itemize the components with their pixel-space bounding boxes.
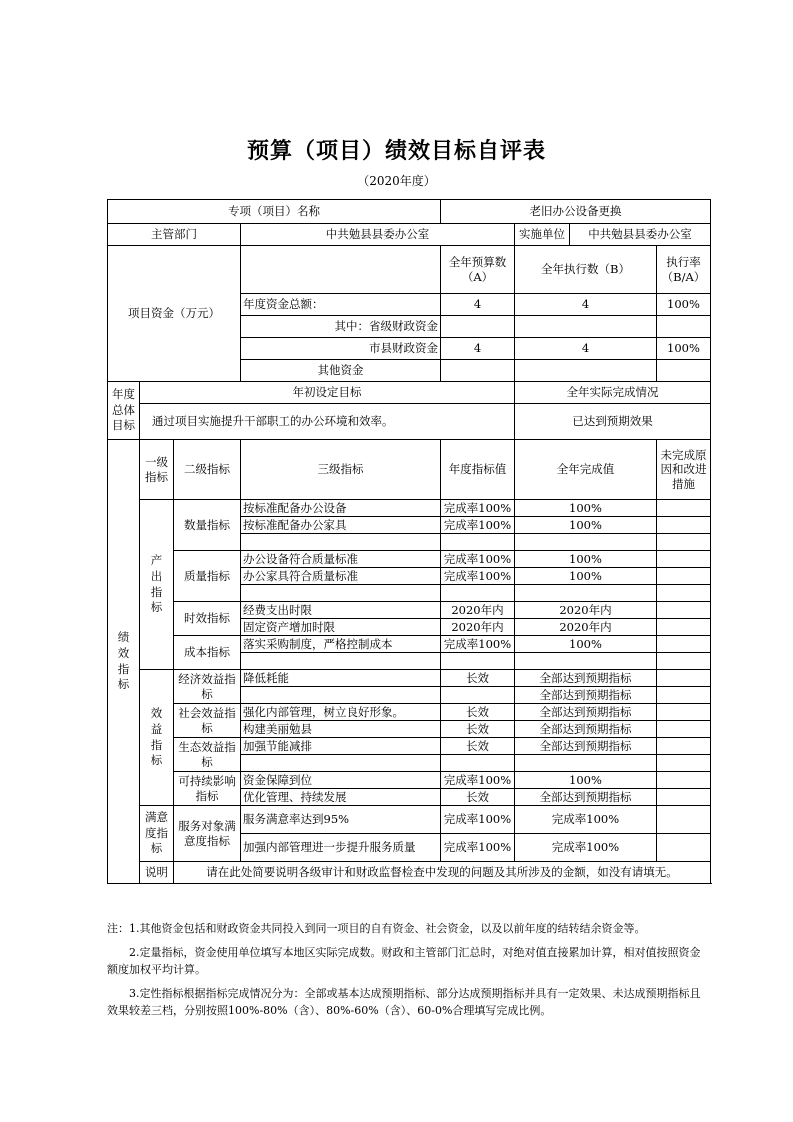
indicator-target: 完成率100% — [441, 806, 515, 834]
indicator-target: 完成率100% — [441, 636, 515, 653]
indicator-target: 完成率100% — [441, 568, 515, 585]
indicator-name — [241, 687, 441, 704]
indicator-target: 完成率100% — [441, 834, 515, 862]
indicator-actual: 全部达到预期指标 — [515, 670, 657, 687]
indicator-actual: 100% — [515, 500, 657, 517]
indicator-name — [241, 585, 441, 602]
indicator-reason — [657, 602, 711, 619]
initial-target-header: 年初设定目标 — [140, 382, 515, 404]
indicator-name: 办公家具符合质量标准 — [241, 568, 441, 585]
project-name-label: 专项（项目）名称 — [108, 200, 441, 224]
indicator-reason — [657, 653, 711, 670]
level3-header: 三级指标 — [241, 440, 441, 500]
indicator-reason — [657, 738, 711, 755]
eco-label: 生态效益指标 — [174, 738, 241, 772]
overall-label: 年度总体目标 — [108, 382, 140, 440]
indicator-actual: 完成率100% — [515, 806, 657, 834]
city-label: 市县财政资金 — [241, 338, 441, 360]
indicator-reason — [657, 704, 711, 721]
prov-a — [441, 316, 515, 338]
indicator-target — [441, 585, 515, 602]
indicator-name: 强化内部管理，树立良好形象。 — [241, 704, 441, 721]
budget-a-header: 全年预算数（A） — [441, 246, 515, 294]
table-row — [108, 670, 711, 687]
dept-label: 主管部门 — [108, 224, 241, 246]
quantity-label: 数量指标 — [174, 500, 241, 551]
indicator-actual: 2020年内 — [515, 619, 657, 636]
economic-label: 经济效益指标 — [174, 670, 241, 704]
indicator-name — [241, 653, 441, 670]
indicator-target: 长效 — [441, 670, 515, 687]
table-row — [108, 602, 711, 619]
social-label: 社会效益指标 — [174, 704, 241, 738]
indicator-actual: 全部达到预期指标 — [515, 721, 657, 738]
table-row — [108, 636, 711, 653]
indicator-name: 按标准配备办公家具 — [241, 517, 441, 534]
indicator-target: 长效 — [441, 789, 515, 806]
indicator-name: 落实采购制度，严格控制成本 — [241, 636, 441, 653]
indicator-reason — [657, 789, 711, 806]
perf-label: 绩效指标 — [108, 440, 140, 884]
indicator-reason — [657, 500, 711, 517]
note-1: 注：1.其他资金包括和财政资金共同投入到同一项目的自有资金、社会资金，以及以前年度的结转结余资金等。 — [107, 922, 646, 935]
level1-header: 一级指标 — [140, 440, 174, 500]
project-name-row — [108, 200, 711, 224]
total-label: 年度资金总额： — [241, 294, 441, 316]
indicator-reason — [657, 670, 711, 687]
impl-unit-label: 实施单位 — [515, 224, 570, 246]
indicator-reason — [657, 551, 711, 568]
indicator-target — [441, 534, 515, 551]
actual-value-header: 全年完成值 — [515, 440, 657, 500]
indicator-actual — [515, 653, 657, 670]
indicator-name: 资金保障到位 — [241, 772, 441, 789]
impl-unit-value: 中共勉县县委办公室 — [570, 224, 711, 246]
city-a: 4 — [441, 338, 515, 360]
other-a — [441, 360, 515, 382]
indicator-reason — [657, 834, 711, 862]
indicator-actual: 完成率100% — [515, 834, 657, 862]
indicator-name: 优化管理、持续发展 — [241, 789, 441, 806]
evaluation-table — [107, 199, 711, 884]
indicator-target: 长效 — [441, 738, 515, 755]
effect-label: 效益指标 — [140, 670, 174, 806]
rate-header: 执行率（B/A） — [657, 246, 711, 294]
table-row — [108, 738, 711, 755]
indicator-target: 完成率100% — [441, 772, 515, 789]
total-rate: 100% — [657, 294, 711, 316]
quality-label: 质量指标 — [174, 551, 241, 602]
indicator-reason — [657, 568, 711, 585]
indicator-actual: 100% — [515, 568, 657, 585]
indicator-reason — [657, 755, 711, 772]
note-2: 2.定量指标，资金使用单位填写本地区实际完成数。财政和主管部门汇总时，对绝对值直接累加计算，相对值按照资金额度加权平均计算。 — [107, 945, 701, 977]
indicator-name: 加强节能减排 — [241, 738, 441, 755]
dept-row — [108, 224, 711, 246]
indicator-actual: 2020年内 — [515, 602, 657, 619]
funds-label: 项目资金（万元） — [108, 246, 241, 382]
indicator-target: 2020年内 — [441, 602, 515, 619]
exec-b-header: 全年执行数（B） — [515, 246, 657, 294]
level2-header: 二级指标 — [174, 440, 241, 500]
indicator-target — [441, 687, 515, 704]
indicator-actual: 全部达到预期指标 — [515, 789, 657, 806]
actual-header: 全年实际完成情况 — [515, 382, 711, 404]
city-rate: 100% — [657, 338, 711, 360]
overall-header-row — [108, 382, 711, 404]
funds-header-blank — [241, 246, 441, 294]
page-title: 预算（项目）绩效目标自评表 — [246, 138, 546, 164]
indicator-actual: 全部达到预期指标 — [515, 687, 657, 704]
indicator-reason — [657, 721, 711, 738]
prov-label: 其中：省级财政资金 — [241, 316, 441, 338]
sustain-label: 可持续影响指标 — [174, 772, 241, 806]
note-3: 3.定性指标根据指标完成情况分为：全部或基本达成预期指标、部分达成预期指标并具有一定效果、未达成预期指标且效果较差三档，分别按照100%-80%（含）、80%-60%（含）、60-0%合理填写完成比例。 — [107, 986, 701, 1018]
perf-header-row — [108, 440, 711, 500]
indicator-name: 降低耗能 — [241, 670, 441, 687]
output-label: 产出指标 — [140, 500, 174, 670]
indicator-target — [441, 653, 515, 670]
city-b: 4 — [515, 338, 657, 360]
annual-value-header: 年度指标值 — [441, 440, 515, 500]
indicator-actual — [515, 585, 657, 602]
indicator-actual: 100% — [515, 551, 657, 568]
project-name-value: 老旧办公设备更换 — [441, 200, 711, 224]
indicator-target: 完成率100% — [441, 551, 515, 568]
table-row — [108, 772, 711, 789]
indicator-actual: 全部达到预期指标 — [515, 738, 657, 755]
funds-header-row — [108, 246, 711, 294]
indicator-target: 2020年内 — [441, 619, 515, 636]
indicator-name — [241, 755, 441, 772]
indicator-target: 完成率100% — [441, 500, 515, 517]
total-a: 4 — [441, 294, 515, 316]
other-label: 其他资金 — [241, 360, 441, 382]
indicator-target: 长效 — [441, 721, 515, 738]
table-row — [108, 551, 711, 568]
table-row — [108, 500, 711, 517]
indicator-reason — [657, 619, 711, 636]
indicator-reason — [657, 585, 711, 602]
indicator-reason — [657, 687, 711, 704]
year-label: （2020年度） — [357, 174, 436, 188]
prov-rate — [657, 316, 711, 338]
total-b: 4 — [515, 294, 657, 316]
footnotes — [107, 920, 707, 1026]
indicator-actual: 100% — [515, 517, 657, 534]
explanation-row — [108, 862, 711, 884]
other-rate — [657, 360, 711, 382]
dept-value: 中共勉县县委办公室 — [241, 224, 515, 246]
indicator-name: 构建美丽勉县 — [241, 721, 441, 738]
indicator-reason — [657, 534, 711, 551]
indicator-name: 经费支出时限 — [241, 602, 441, 619]
table-row — [108, 704, 711, 721]
overall-content-row — [108, 404, 711, 440]
overall-target: 通过项目实施提升干部职工的办公环境和效率。 — [140, 404, 515, 440]
reason-header: 未完成原因和改进措施 — [657, 440, 711, 500]
explain-label: 说明 — [140, 862, 174, 884]
indicator-name: 按标准配备办公设备 — [241, 500, 441, 517]
overall-actual: 已达到预期效果 — [515, 404, 711, 440]
indicator-actual: 100% — [515, 636, 657, 653]
indicator-reason — [657, 806, 711, 834]
satis-label: 满意度指标 — [140, 806, 174, 862]
indicator-name: 加强内部管理进一步提升服务质量 — [241, 834, 441, 862]
timeliness-label: 时效指标 — [174, 602, 241, 636]
indicator-target: 长效 — [441, 704, 515, 721]
indicator-actual — [515, 534, 657, 551]
service-obj-label: 服务对象满意度指标 — [174, 806, 241, 862]
cost-label: 成本指标 — [174, 636, 241, 670]
indicator-target — [441, 755, 515, 772]
indicator-actual — [515, 755, 657, 772]
indicator-name: 固定资产增加时限 — [241, 619, 441, 636]
indicator-reason — [657, 772, 711, 789]
indicator-reason — [657, 636, 711, 653]
indicator-name — [241, 534, 441, 551]
prov-b — [515, 316, 657, 338]
explain-text: 请在此处简要说明各级审计和财政监督检查中发现的问题及其所涉及的金额，如没有请填无。 — [174, 862, 711, 884]
other-b — [515, 360, 657, 382]
indicator-actual: 100% — [515, 772, 657, 789]
indicator-name: 服务满意率达到95% — [241, 806, 441, 834]
indicator-target: 完成率100% — [441, 517, 515, 534]
indicator-reason — [657, 517, 711, 534]
indicator-name: 办公设备符合质量标准 — [241, 551, 441, 568]
table-row — [108, 806, 711, 834]
indicator-actual: 全部达到预期指标 — [515, 704, 657, 721]
